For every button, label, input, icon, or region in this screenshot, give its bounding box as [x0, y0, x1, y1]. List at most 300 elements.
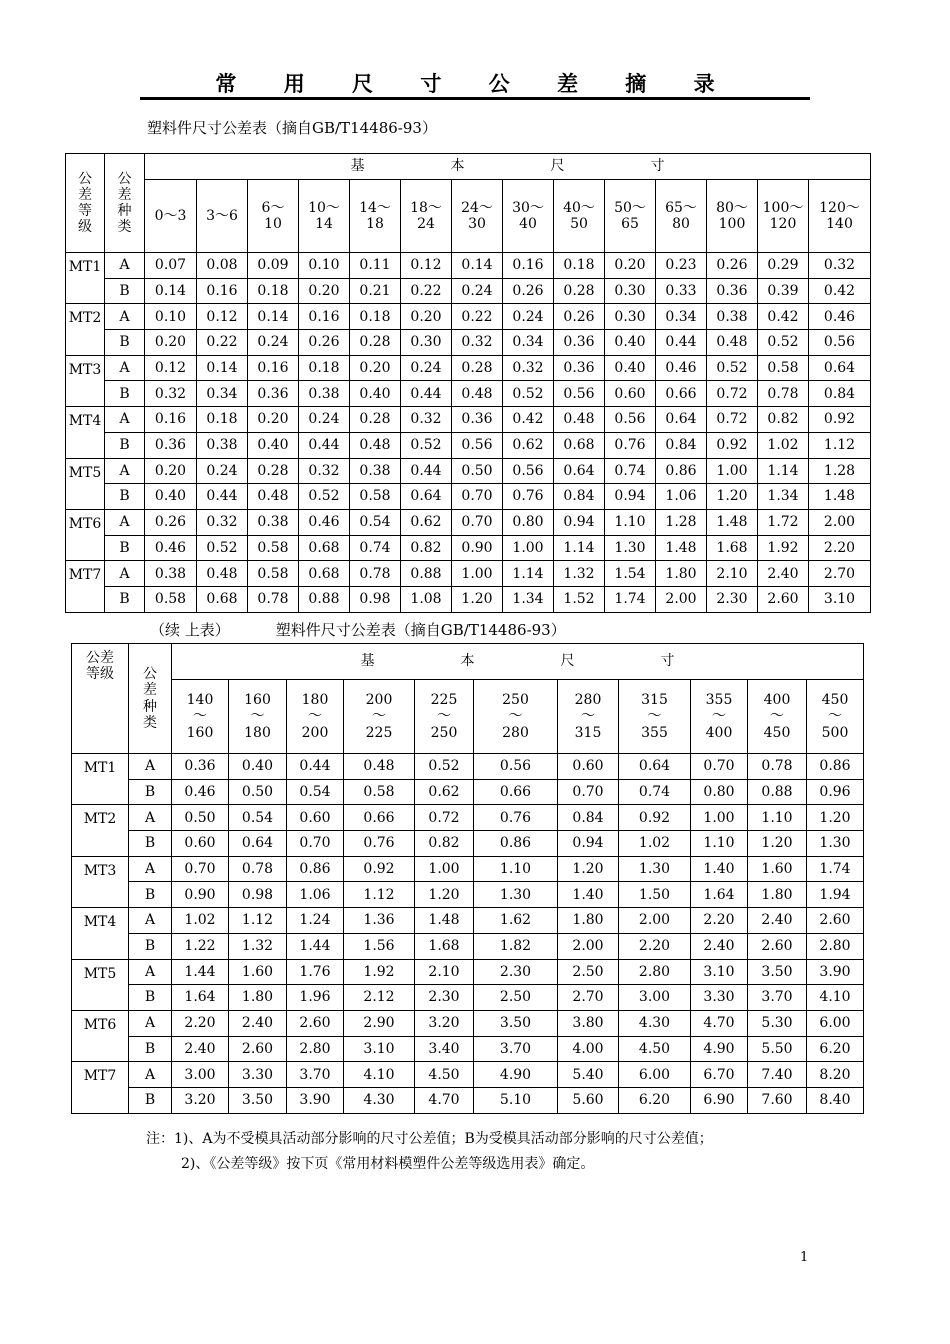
size-range-header: [452, 180, 503, 253]
size-range-part: 40～: [563, 199, 595, 216]
tolerance-value: 0.48: [554, 407, 605, 433]
size-range-part: 6～: [261, 199, 285, 216]
tolerance-value: 0.33: [656, 278, 707, 304]
tolerance-value: 1.50: [619, 882, 691, 908]
tolerance-value: 4.00: [558, 1036, 619, 1062]
size-range-part: ～: [250, 708, 265, 725]
tolerance-value: 0.23: [656, 253, 707, 279]
tolerance-value: 0.48: [707, 330, 758, 356]
size-range-part: 14: [315, 216, 333, 232]
tolerance-value: 0.84: [554, 484, 605, 510]
tolerance-value: 0.38: [145, 561, 197, 587]
tolerance-value: 0.36: [452, 407, 503, 433]
tolerance-value: 0.38: [248, 509, 299, 535]
size-range-part: 355: [641, 724, 668, 741]
tolerance-value: 0.07: [145, 253, 197, 279]
tolerance-value: 0.78: [758, 381, 809, 407]
tolerance-value: 0.60: [605, 381, 656, 407]
size-range-part: 140: [186, 692, 214, 709]
table-row: [66, 586, 871, 612]
size-range-part: ～: [647, 708, 662, 725]
tolerance-value: 0.34: [503, 330, 554, 356]
tolerance-value: 1.52: [554, 586, 605, 612]
tolerance-value: 1.94: [807, 882, 864, 908]
tolerance-value: 0.86: [287, 856, 344, 882]
tolerance-table-1: [65, 153, 871, 613]
tolerance-value: 3.90: [807, 959, 864, 985]
tolerance-value: 0.40: [350, 381, 401, 407]
tolerance-value: 0.56: [809, 330, 871, 356]
size-range-header: [401, 180, 452, 253]
size-range-part: ～: [372, 708, 386, 725]
tolerance-value: 0.66: [656, 381, 707, 407]
tolerance-value: 3.10: [344, 1036, 415, 1062]
tolerance-value: 0.58: [145, 586, 197, 612]
tolerance-value: 0.36: [248, 381, 299, 407]
tolerance-value: 4.90: [474, 1062, 558, 1088]
type-cell: A: [129, 1062, 172, 1088]
basic-size-char: 寸: [650, 158, 665, 175]
tolerance-value: 0.70: [558, 779, 619, 805]
tolerance-value: 0.40: [605, 355, 656, 381]
col-header-grade-char: 级: [78, 219, 92, 236]
size-range-part: 80: [672, 216, 690, 232]
tolerance-value: 2.10: [707, 561, 758, 587]
size-range-header: [605, 180, 656, 253]
tolerance-value: 2.80: [807, 933, 864, 959]
size-range-part: 180: [244, 724, 271, 741]
tolerance-value: 4.50: [619, 1036, 691, 1062]
tolerance-value: 0.18: [299, 355, 350, 381]
tolerance-value: 1.60: [748, 856, 807, 882]
tolerance-value: 0.32: [452, 330, 503, 356]
tolerance-value: 0.12: [197, 304, 248, 330]
tolerance-value: 1.06: [287, 882, 344, 908]
type-cell: A: [105, 407, 145, 433]
tolerance-value: 6.00: [807, 1010, 864, 1036]
col-header-grade-char: 等: [78, 203, 92, 219]
tolerance-value: 0.44: [197, 484, 248, 510]
size-range-part: 225: [430, 692, 458, 709]
tolerance-table-2: [71, 643, 864, 1114]
tolerance-value: 0.40: [229, 754, 287, 780]
tolerance-value: 0.52: [299, 484, 350, 510]
col-header-grade-line: 公差: [86, 650, 114, 666]
tolerance-value: 0.56: [452, 432, 503, 458]
size-range-part: 14～: [359, 199, 391, 216]
tolerance-value: 2.00: [558, 933, 619, 959]
tolerance-value: 1.20: [558, 856, 619, 882]
tolerance-value: 1.40: [691, 856, 748, 882]
type-cell: A: [129, 856, 172, 882]
tolerance-value: 0.52: [758, 330, 809, 356]
tolerance-value: 2.40: [172, 1036, 229, 1062]
tolerance-value: 3.50: [229, 1087, 287, 1113]
tolerance-value: 0.18: [350, 304, 401, 330]
size-range-part: 250: [430, 724, 458, 741]
tolerance-value: 0.38: [707, 304, 758, 330]
tolerance-value: 0.70: [691, 754, 748, 780]
tolerance-value: 0.80: [503, 509, 554, 535]
tolerance-value: 0.86: [807, 754, 864, 780]
tolerance-value: 1.64: [691, 882, 748, 908]
size-range-part: 65: [621, 216, 639, 232]
tolerance-value: 3.30: [691, 985, 748, 1011]
size-range-header: [197, 180, 248, 253]
tolerance-value: 2.00: [809, 509, 871, 535]
tolerance-value: 0.52: [707, 355, 758, 381]
size-range-part: 450: [763, 724, 791, 741]
tolerance-value: 1.14: [554, 535, 605, 561]
tolerance-value: 0.52: [503, 381, 554, 407]
tolerance-value: 0.74: [350, 535, 401, 561]
size-range-header: [172, 680, 229, 754]
tolerance-value: 0.46: [172, 779, 229, 805]
tolerance-value: 6.20: [807, 1036, 864, 1062]
tolerance-value: 0.70: [452, 509, 503, 535]
tolerance-value: 0.24: [401, 355, 452, 381]
tolerance-value: 0.54: [229, 805, 287, 831]
size-range-part: 160: [244, 692, 271, 709]
tolerance-value: 0.28: [452, 355, 503, 381]
tolerance-value: 0.86: [474, 831, 558, 857]
tolerance-value: 0.18: [248, 278, 299, 304]
size-range-header: [145, 180, 197, 253]
tolerance-value: 0.24: [248, 330, 299, 356]
tolerance-value: 8.40: [807, 1087, 864, 1113]
tolerance-value: 1.44: [287, 933, 344, 959]
tolerance-value: 0.42: [809, 278, 871, 304]
tolerance-value: 0.48: [452, 381, 503, 407]
tolerance-value: 1.12: [344, 882, 415, 908]
tolerance-value: 1.96: [287, 985, 344, 1011]
tolerance-value: 2.00: [656, 586, 707, 612]
tolerance-value: 3.50: [748, 959, 807, 985]
size-range-part: 280: [502, 724, 529, 741]
tolerance-value: 0.39: [758, 278, 809, 304]
tolerance-value: 0.78: [229, 856, 287, 882]
title-underline: [140, 97, 810, 100]
tolerance-value: 3.70: [748, 985, 807, 1011]
tolerance-value: 0.80: [691, 779, 748, 805]
size-range-part: 30～: [512, 199, 544, 216]
tolerance-value: 1.10: [474, 856, 558, 882]
size-range-part: 50～: [614, 199, 646, 216]
tolerance-value: 1.68: [707, 535, 758, 561]
size-range-part: 315: [641, 692, 668, 709]
tolerance-value: 1.80: [748, 882, 807, 908]
tolerance-value: 0.36: [554, 355, 605, 381]
tolerance-value: 0.38: [350, 458, 401, 484]
tolerance-value: 6.20: [619, 1087, 691, 1113]
tolerance-value: 0.26: [554, 304, 605, 330]
tolerance-value: 0.92: [809, 407, 871, 433]
tolerance-value: 0.50: [229, 779, 287, 805]
tolerance-value: 0.76: [474, 805, 558, 831]
size-range-part: ～: [193, 708, 207, 725]
tolerance-value: 3.80: [558, 1010, 619, 1036]
type-cell: B: [105, 432, 145, 458]
tolerance-value: 0.34: [197, 381, 248, 407]
tolerance-value: 1.82: [474, 933, 558, 959]
tolerance-value: 0.82: [401, 535, 452, 561]
header-row: [72, 644, 864, 680]
tolerance-value: 0.60: [172, 831, 229, 857]
size-range-part: ～: [308, 708, 322, 725]
size-range-header: [415, 680, 474, 754]
tolerance-value: 0.76: [503, 484, 554, 510]
tolerance-value: 1.20: [807, 805, 864, 831]
size-range-header: [474, 680, 558, 754]
tolerance-value: 2.80: [287, 1036, 344, 1062]
col-header-type-char: 公: [117, 170, 132, 187]
size-range-part: 280: [574, 692, 602, 709]
tolerance-value: 0.24: [299, 407, 350, 433]
tolerance-value: 0.82: [415, 831, 474, 857]
tolerance-value: 0.68: [299, 561, 350, 587]
tolerance-value: 0.52: [197, 535, 248, 561]
basic-size-char: 尺: [560, 653, 575, 670]
type-cell: B: [105, 586, 145, 612]
tolerance-value: 0.58: [758, 355, 809, 381]
type-cell: B: [105, 535, 145, 561]
table-row: [66, 330, 871, 356]
grade-cell: MT2: [72, 805, 129, 856]
tolerance-value: 0.50: [172, 805, 229, 831]
tolerance-value: 3.10: [809, 586, 871, 612]
table-row: [72, 1087, 864, 1113]
tolerance-value: 0.14: [197, 355, 248, 381]
tolerance-value: 0.32: [401, 407, 452, 433]
tolerance-value: 2.20: [691, 908, 748, 934]
tolerance-value: 0.70: [287, 831, 344, 857]
size-range-part: 200: [301, 724, 329, 741]
tolerance-value: 0.58: [344, 779, 415, 805]
tolerance-value: 1.20: [452, 586, 503, 612]
tolerance-value: 0.82: [758, 407, 809, 433]
col-header-type-char: 种: [117, 203, 132, 219]
grade-cell: MT6: [72, 1010, 129, 1061]
tolerance-value: 4.30: [344, 1087, 415, 1113]
tolerance-value: 1.00: [415, 856, 474, 882]
type-cell: A: [129, 1010, 172, 1036]
size-range-header: [229, 680, 287, 754]
size-range-header: [707, 180, 758, 253]
table-row: [66, 407, 871, 433]
grade-cell: MT6: [66, 509, 105, 560]
tolerance-value: 0.11: [350, 253, 401, 279]
tolerance-value: 1.54: [605, 561, 656, 587]
tolerance-value: 1.12: [229, 908, 287, 934]
table2-caption-line: [150, 619, 566, 640]
tolerance-value: 2.40: [691, 933, 748, 959]
tolerance-value: 0.32: [197, 509, 248, 535]
tolerance-value: 0.28: [554, 278, 605, 304]
tolerance-value: 0.28: [248, 458, 299, 484]
size-range-part: 100: [718, 216, 746, 232]
basic-size-char: 本: [450, 158, 465, 175]
table-row: [66, 355, 871, 381]
tolerance-value: 1.08: [401, 586, 452, 612]
size-range-part: 40: [519, 216, 537, 232]
grade-cell: MT1: [72, 754, 129, 805]
tolerance-value: 0.44: [401, 458, 452, 484]
tolerance-value: 0.26: [707, 253, 758, 279]
table-row: [72, 908, 864, 934]
tolerance-value: 4.70: [691, 1010, 748, 1036]
tolerance-value: 0.68: [299, 535, 350, 561]
size-range-part: 18: [366, 216, 384, 232]
tolerance-value: 2.30: [707, 586, 758, 612]
size-range-header: [656, 180, 707, 253]
tolerance-value: 0.94: [558, 831, 619, 857]
size-range-part: 100～: [762, 199, 804, 216]
tolerance-value: 7.40: [748, 1062, 807, 1088]
size-range-part: 140: [826, 216, 853, 232]
tolerance-value: 2.80: [619, 959, 691, 985]
tolerance-value: 1.74: [807, 856, 864, 882]
type-cell: B: [129, 831, 172, 857]
note-line-1: 注：1)、A为不受模具活动部分影响的尺寸公差值；B为受模具活动部分影响的尺寸公差值；: [146, 1131, 713, 1147]
tolerance-value: 2.40: [748, 908, 807, 934]
size-range-part: 450: [821, 692, 849, 709]
tolerance-value: 0.48: [344, 754, 415, 780]
tolerance-value: 2.60: [748, 933, 807, 959]
col-header-type: [129, 644, 172, 754]
tolerance-value: 2.60: [807, 908, 864, 934]
col-header-grade-char: 公: [78, 170, 92, 187]
tolerance-value: 3.30: [229, 1062, 287, 1088]
size-range-part: 355: [705, 692, 733, 709]
tolerance-value: 2.00: [619, 908, 691, 934]
tolerance-value: 0.21: [350, 278, 401, 304]
tolerance-value: 5.10: [474, 1087, 558, 1113]
table-row: [66, 509, 871, 535]
tolerance-value: 3.50: [474, 1010, 558, 1036]
tolerance-value: 4.30: [619, 1010, 691, 1036]
grade-cell: MT4: [66, 407, 105, 458]
size-range-header: [350, 180, 401, 253]
tolerance-value: 0.84: [656, 432, 707, 458]
tolerance-value: 0.20: [145, 458, 197, 484]
tolerance-value: 0.30: [605, 278, 656, 304]
tolerance-value: 3.20: [415, 1010, 474, 1036]
tolerance-value: 1.00: [707, 458, 758, 484]
size-range-part: 0～3: [154, 207, 187, 224]
tolerance-value: 0.52: [415, 754, 474, 780]
tolerance-value: 2.40: [758, 561, 809, 587]
tolerance-value: 0.44: [287, 754, 344, 780]
tolerance-value: 0.48: [350, 432, 401, 458]
tolerance-value: 0.88: [401, 561, 452, 587]
tolerance-value: 6.00: [619, 1062, 691, 1088]
type-cell: A: [105, 253, 145, 279]
tolerance-value: 1.48: [809, 484, 871, 510]
tolerance-value: 0.46: [656, 355, 707, 381]
table-row: [66, 535, 871, 561]
tolerance-value: 0.66: [474, 779, 558, 805]
tolerance-value: 3.70: [474, 1036, 558, 1062]
grade-cell: MT3: [66, 355, 105, 406]
size-range-part: 65～: [665, 199, 697, 216]
tolerance-value: 0.64: [619, 754, 691, 780]
tolerance-value: 0.64: [401, 484, 452, 510]
tolerance-value: 2.40: [229, 1010, 287, 1036]
tolerance-value: 1.00: [452, 561, 503, 587]
tolerance-value: 1.22: [172, 933, 229, 959]
tolerance-value: 0.68: [554, 432, 605, 458]
basic-size-header: [172, 644, 864, 680]
type-cell: A: [105, 304, 145, 330]
tolerance-value: 1.14: [503, 561, 554, 587]
col-header-type-char: 差: [117, 186, 132, 203]
size-range-header: [287, 680, 344, 754]
size-range-header: [807, 680, 864, 754]
tolerance-value: 1.14: [758, 458, 809, 484]
tolerance-value: 0.88: [748, 779, 807, 805]
tolerance-value: 1.48: [415, 908, 474, 934]
tolerance-value: 0.38: [299, 381, 350, 407]
size-range-header: [619, 680, 691, 754]
tolerance-value: 2.60: [287, 1010, 344, 1036]
tolerance-value: 2.60: [229, 1036, 287, 1062]
type-cell: A: [129, 805, 172, 831]
tolerance-value: 4.50: [415, 1062, 474, 1088]
tolerance-value: 0.32: [145, 381, 197, 407]
grade-cell: MT4: [72, 908, 129, 959]
tolerance-value: 1.64: [172, 985, 229, 1011]
size-range-part: 225: [365, 724, 393, 741]
tolerance-value: 0.24: [197, 458, 248, 484]
size-range-part: 120: [769, 216, 797, 232]
grade-cell: MT2: [66, 304, 105, 355]
tolerance-value: 1.02: [619, 831, 691, 857]
size-range-part: 18～: [410, 199, 442, 216]
tolerance-value: 0.40: [145, 484, 197, 510]
tolerance-value: 0.14: [145, 278, 197, 304]
grade-cell: MT5: [72, 959, 129, 1010]
tolerance-value: 3.20: [172, 1087, 229, 1113]
tolerance-value: 0.68: [197, 586, 248, 612]
tolerance-value: 1.24: [287, 908, 344, 934]
tolerance-value: 0.10: [299, 253, 350, 279]
type-cell: B: [105, 278, 145, 304]
tolerance-value: 0.76: [344, 831, 415, 857]
size-range-part: 160: [186, 724, 214, 741]
tolerance-value: 0.84: [558, 805, 619, 831]
tolerance-value: 7.60: [748, 1087, 807, 1113]
tolerance-value: 0.26: [145, 509, 197, 535]
tolerance-value: 0.72: [415, 805, 474, 831]
tolerance-value: 0.64: [656, 407, 707, 433]
table-row: [66, 458, 871, 484]
tolerance-value: 0.86: [656, 458, 707, 484]
tolerance-value: 0.20: [248, 407, 299, 433]
tolerance-value: 0.48: [197, 561, 248, 587]
page-title: 常 用 尺 寸 公 差 摘 录: [215, 72, 735, 96]
type-cell: A: [105, 509, 145, 535]
tolerance-value: 5.40: [558, 1062, 619, 1088]
tolerance-value: 0.54: [287, 779, 344, 805]
tolerance-value: 1.92: [758, 535, 809, 561]
size-range-header: [248, 180, 299, 253]
tolerance-value: 2.30: [415, 985, 474, 1011]
size-range-header: [809, 180, 871, 253]
tolerance-value: 5.50: [748, 1036, 807, 1062]
tolerance-value: 3.70: [287, 1062, 344, 1088]
tolerance-value: 4.10: [807, 985, 864, 1011]
type-cell: B: [105, 484, 145, 510]
